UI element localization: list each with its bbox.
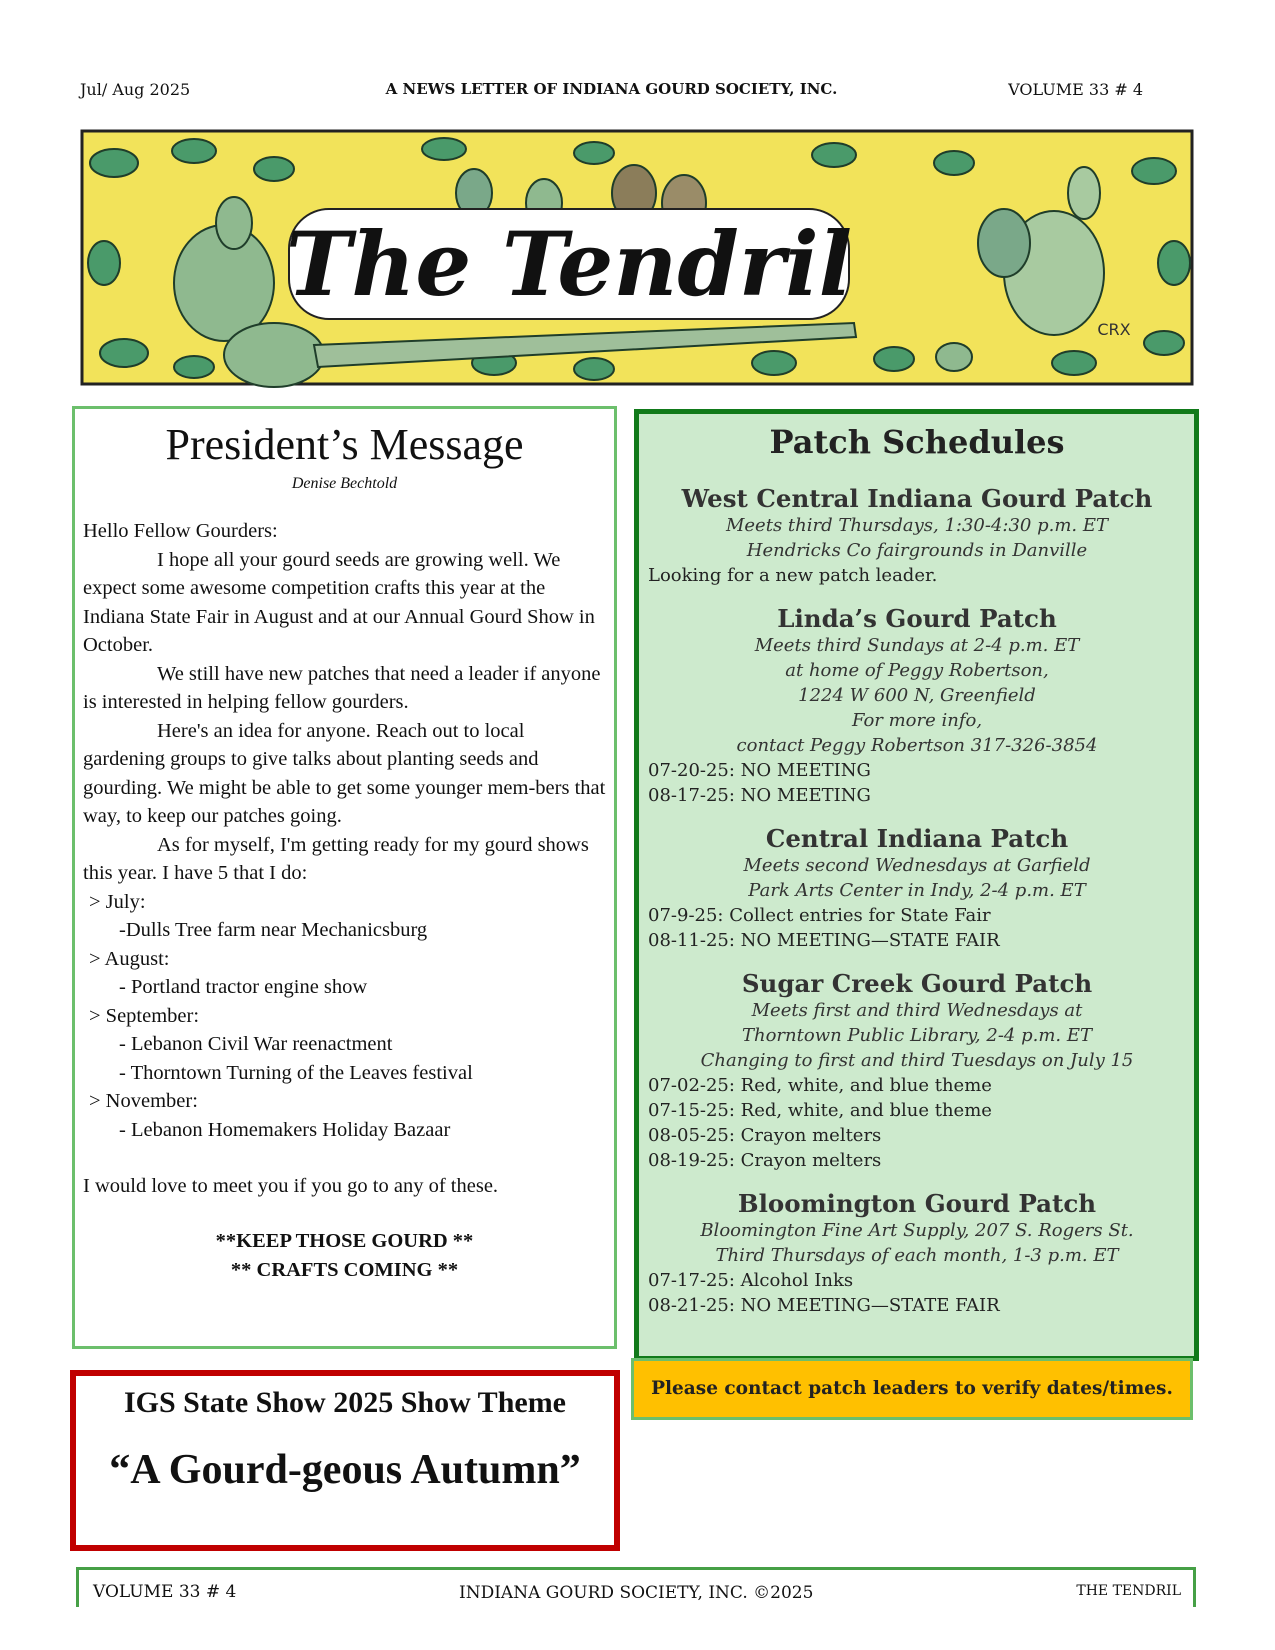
masthead-banner bbox=[74, 123, 1200, 400]
patch-date: 08-11-25: NO MEETING—STATE FAIR bbox=[648, 930, 1000, 951]
patch-detail: Changing to first and third Tuesdays on July 15 bbox=[700, 1050, 1134, 1071]
patch-name: Linda’s Gourd Patch bbox=[777, 604, 1057, 633]
page-footer bbox=[76, 1567, 1196, 1607]
patch-group bbox=[648, 1189, 1186, 1318]
show-item: - Thorntown Turning of the Leaves festival bbox=[119, 1061, 473, 1084]
patch-detail: For more info, bbox=[851, 710, 983, 731]
patch-detail: Meets third Sundays at 2-4 p.m. ET bbox=[754, 635, 1080, 656]
patch-date: 07-20-25: NO MEETING bbox=[648, 760, 871, 781]
patch-group bbox=[648, 604, 1186, 808]
patch-detail: Bloomington Fine Art Supply, 207 S. Rogers St. bbox=[700, 1220, 1134, 1241]
show-theme-box bbox=[70, 1370, 620, 1551]
show-item: -Dulls Tree farm near Mechanicsburg bbox=[119, 919, 428, 941]
show-item: - Lebanon Civil War reenactment bbox=[119, 1033, 393, 1055]
volume-number: VOLUME 33 # 4 bbox=[1008, 80, 1143, 99]
gourd-shows-list bbox=[83, 888, 606, 1145]
patch-detail: Third Thursdays of each month, 1-3 p.m. ET bbox=[715, 1245, 1119, 1266]
paragraph: I hope all your gourd seeds are growing well. We expect some awesome competition crafts this year at the Indiana State Fair in August and at our Annual Gourd Show in October. bbox=[83, 548, 595, 656]
patch-detail: Hendricks Co fairgrounds in Danville bbox=[746, 540, 1088, 561]
paragraph: As for myself, I'm getting ready for my gourd shows this year. I have 5 that I do: bbox=[83, 833, 589, 884]
masthead-illustration bbox=[74, 123, 1200, 400]
patch-detail: 1224 W 600 N, Greenfield bbox=[798, 685, 1036, 706]
patch-date: Looking for a new patch leader. bbox=[648, 565, 938, 586]
message-author: Denise Bechtold bbox=[291, 475, 398, 492]
patch-name: West Central Indiana Gourd Patch bbox=[681, 484, 1153, 513]
patch-schedules-heading: Patch Schedules bbox=[769, 423, 1065, 461]
presidents-message-heading: President’s Message bbox=[165, 420, 524, 469]
footer-volume: VOLUME 33 # 4 bbox=[93, 1582, 237, 1602]
artist-signature: CRX bbox=[1097, 320, 1131, 339]
patch-detail: Meets first and third Wednesdays at bbox=[751, 1000, 1083, 1021]
patch-detail: Park Arts Center in Indy, 2-4 p.m. ET bbox=[748, 880, 1086, 901]
patch-detail: contact Peggy Robertson 317-326-3854 bbox=[736, 735, 1098, 756]
show-month: > August: bbox=[89, 947, 170, 970]
paragraph: Here's an idea for anyone. Reach out to local gardening groups to give talks about planting seeds and gourding. We might be able to get some younger mem-bers that way, to keep our patches going. bbox=[83, 719, 606, 827]
paragraph: We still have new patches that need a leader if anyone is interested in helping fellow gourders. bbox=[83, 662, 601, 713]
page-header bbox=[80, 80, 1143, 104]
footer-organization: INDIANA GOURD SOCIETY, INC. ©2025 bbox=[459, 1583, 814, 1603]
patch-group bbox=[648, 824, 1186, 953]
masthead-title: The Tendril bbox=[285, 212, 853, 316]
slogan-line: **KEEP THOSE GOURD ** bbox=[215, 1229, 474, 1252]
closing-line: I would love to meet you if you go to any of these. bbox=[83, 1175, 499, 1197]
patch-detail: at home of Peggy Robertson, bbox=[785, 660, 1049, 681]
patch-group bbox=[648, 969, 1186, 1173]
show-month: > September: bbox=[89, 1004, 200, 1027]
patch-name: Central Indiana Patch bbox=[765, 824, 1069, 853]
patch-detail: Thorntown Public Library, 2-4 p.m. ET bbox=[742, 1025, 1092, 1046]
patch-date: 08-17-25: NO MEETING bbox=[648, 785, 871, 806]
patch-schedules bbox=[634, 409, 1199, 1361]
message-body bbox=[83, 517, 606, 1201]
patch-date: 07-02-25: Red, white, and blue theme bbox=[648, 1075, 992, 1096]
greeting: Hello Fellow Gourders: bbox=[83, 520, 278, 542]
presidents-message bbox=[72, 406, 617, 1349]
show-theme-title: “A Gourd-geous Autumn” bbox=[109, 1447, 581, 1493]
patch-date: 07-15-25: Red, white, and blue theme bbox=[648, 1100, 992, 1121]
slogan bbox=[83, 1227, 606, 1285]
patch-date: 08-21-25: NO MEETING—STATE FAIR bbox=[648, 1295, 1000, 1316]
issue-date: Jul/ Aug 2025 bbox=[80, 80, 191, 99]
newsletter-tagline: A NEWS LETTER OF INDIANA GOURD SOCIETY, INC. bbox=[385, 80, 838, 98]
patch-date: 08-19-25: Crayon melters bbox=[648, 1150, 882, 1171]
patch-date: 07-17-25: Alcohol Inks bbox=[648, 1270, 854, 1291]
show-month: > November: bbox=[89, 1090, 198, 1112]
slogan-line: ** CRAFTS COMING ** bbox=[230, 1258, 459, 1281]
show-item: - Portland tractor engine show bbox=[119, 976, 368, 998]
verify-dates-notice: Please contact patch leaders to verify dates/times. bbox=[631, 1358, 1193, 1420]
show-month: > July: bbox=[89, 890, 146, 913]
show-item: - Lebanon Homemakers Holiday Bazaar bbox=[119, 1118, 451, 1141]
patch-date: 08-05-25: Crayon melters bbox=[648, 1125, 882, 1146]
patch-date: 07-9-25: Collect entries for State Fair bbox=[648, 905, 991, 926]
patch-detail: Meets second Wednesdays at Garfield bbox=[743, 855, 1091, 876]
show-theme-heading: IGS State Show 2025 Show Theme bbox=[123, 1386, 567, 1419]
patch-detail: Meets third Thursdays, 1:30-4:30 p.m. ET bbox=[725, 515, 1109, 536]
footer-newsletter-name: THE TENDRIL bbox=[1076, 1583, 1181, 1599]
patch-group bbox=[648, 484, 1186, 588]
patch-name: Sugar Creek Gourd Patch bbox=[741, 969, 1093, 998]
patch-name: Bloomington Gourd Patch bbox=[737, 1189, 1097, 1218]
